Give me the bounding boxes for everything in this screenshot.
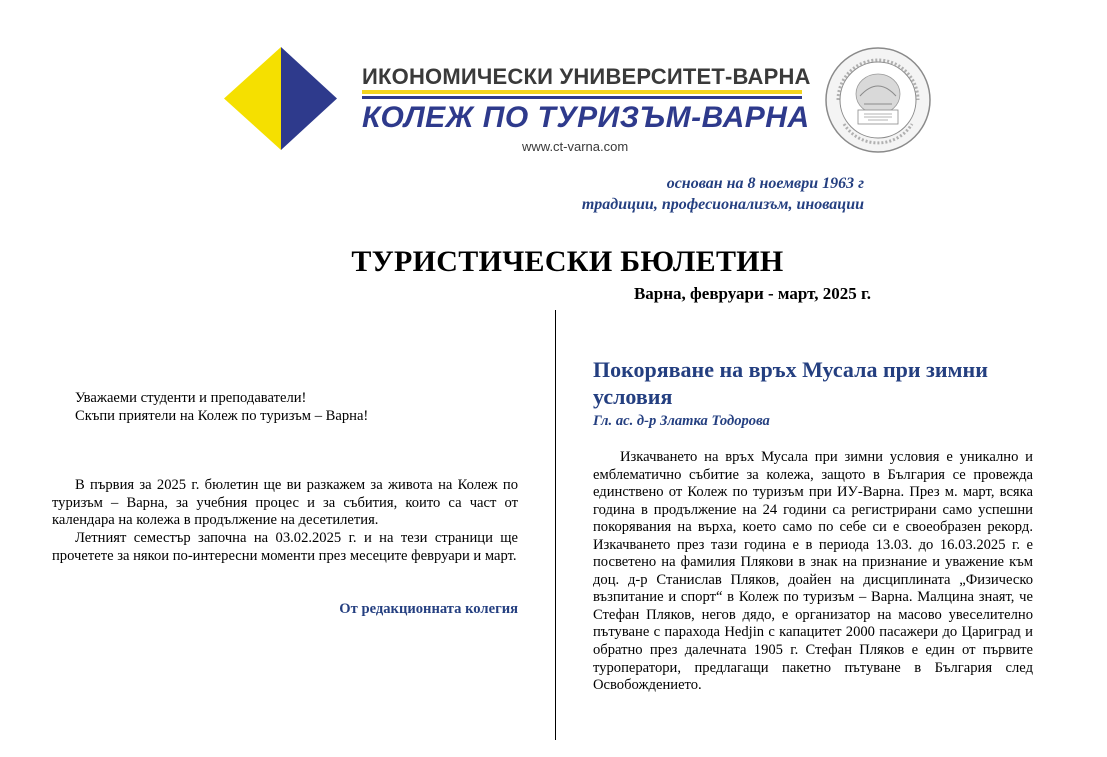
article-author: Гл. ас. д-р Златка Тодорова <box>593 413 770 429</box>
spacer <box>52 425 518 477</box>
greeting-line: Скъпи приятели на Колеж по туризъм – Варна! <box>75 407 369 424</box>
editorial-signature: От редакционната колегия <box>339 601 518 618</box>
article-body <box>593 449 1033 695</box>
issue-date: Варна, февруари - март, 2025 г. <box>633 284 871 303</box>
column-divider <box>555 310 556 740</box>
editorial-column <box>52 390 518 619</box>
header-stripe-blue <box>362 96 802 99</box>
article-paragraph: Изкачването на връх Мусала при зимни условия е уникално и емблематично събитие за колежа, защото в България се провежда единствено от Колеж по туризъм при ИУ-Варна. През м. март, всяка година в продължение на 24 години са регистрирани само успешни покорявания на върха, което само по себе си е своеобразен рекорд. Изкачването през тази година е в периода 13.03. до 16.03.2025 г. е посветено на фамилия Плякови в знак на признание и уважение към доц. д-р Станислав Пляков, доайен на дисциплината „Физическо възпитание и спорт“ в Колеж по туризъм – Варна. Малцина знаят, че Стефан Пляков, негов дядо, е организатор на масово увеселително пътуване с парахода Hedjin с капацитет 2000 пасажери до Цариград и обратно през далечната 1905 г. Стефан Пляков е един от първите туроператори, предлагащи пакетно пътуване в България след Освобождението. <box>593 449 1033 694</box>
editorial-paragraph: В първия за 2025 г. бюлетин ще ви разкажем за живота на Колеж по туризъм – Варна, за учебния процес и за събития, които са част от календара на колежа в продължение на десетилетия. <box>52 477 518 529</box>
bulletin-title <box>0 245 1107 279</box>
article-title: Покоряване на връх Мусала при зимни условия <box>593 357 988 409</box>
founding-tagline: основан на 8 ноември 1963 г <box>666 175 864 192</box>
bulletin-title-text: ТУРИСТИЧЕСКИ БЮЛЕТИН <box>351 245 784 278</box>
values-tagline: традиции, професионализъм, иновации <box>581 196 864 213</box>
university-name: ИКОНОМИЧЕСКИ УНИВЕРСИТЕТ-ВАРНА <box>362 64 811 89</box>
university-seal-icon <box>824 46 932 154</box>
college-logo-diamond <box>224 47 337 150</box>
website-link[interactable]: www.ct-varna.com <box>522 139 629 154</box>
editorial-paragraph: Летният семестър започна на 03.02.2025 г. и на тези страници ще прочетете за някои по-интересни моменти през месеците февруари и март. <box>52 529 518 564</box>
header-stripe-yellow <box>362 90 802 94</box>
greeting-line: Уважаеми студенти и преподаватели! <box>75 390 307 406</box>
college-name: КОЛЕЖ ПО ТУРИЗЪМ-ВАРНА <box>362 101 810 134</box>
